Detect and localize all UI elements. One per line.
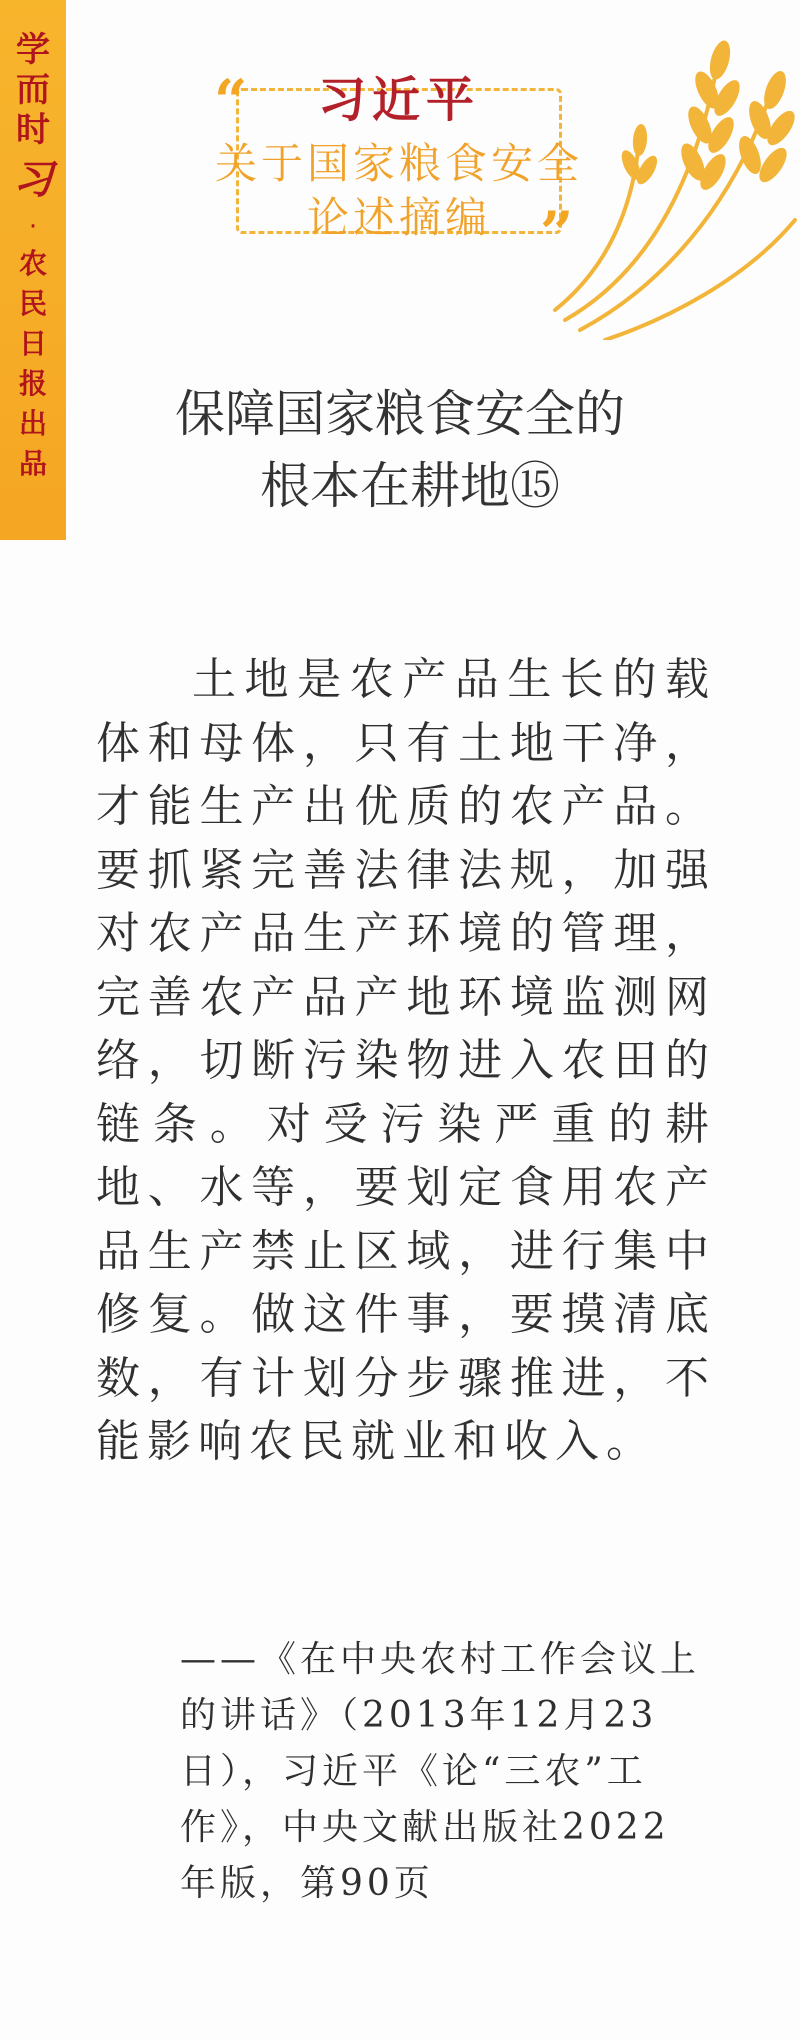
article-body: 土地是农产品生长的载体和母体，只有土地干净，才能生产出优质的农产品。要抓紧完善法律法规，加强对农产品生产环境的管理，完善农产品产地环境监测网络，切断污染物进入农田的链条。对受污染严重的耕地、水等，要划定食用农产品生产禁止区域，进行集中修复。做这件事，要摸清底数，有计划分步骤推进，不能影响农民就业和收入。 <box>96 654 716 1467</box>
banner-bottom-text: 农民日报出品 <box>18 247 47 480</box>
heading-line2: 根本在耕地⑮ <box>260 457 560 515</box>
side-banner <box>0 0 66 540</box>
wheat-icon <box>545 20 800 340</box>
title-name: 习近平 <box>317 72 480 128</box>
banner-xi-char: 习 <box>13 156 53 203</box>
heading-line1: 保障国家粮食安全的 <box>175 385 625 443</box>
banner-top-text: 学而时 <box>16 30 50 150</box>
article-citation: ——《在中央农村工作会议上的讲话》（2013年12月23日），习近平《论“三农”工作》，中央文献出版社2022年版，第90页 <box>180 1639 701 1904</box>
open-quote-mark: “ <box>214 67 248 135</box>
banner-separator: · <box>28 212 38 242</box>
article-heading <box>100 378 700 522</box>
title-subtitle-line1: 关于国家粮食安全 <box>214 139 583 188</box>
close-quote-mark: ” <box>540 199 574 267</box>
title-subtitle-line2: 论述摘编 <box>306 193 491 242</box>
